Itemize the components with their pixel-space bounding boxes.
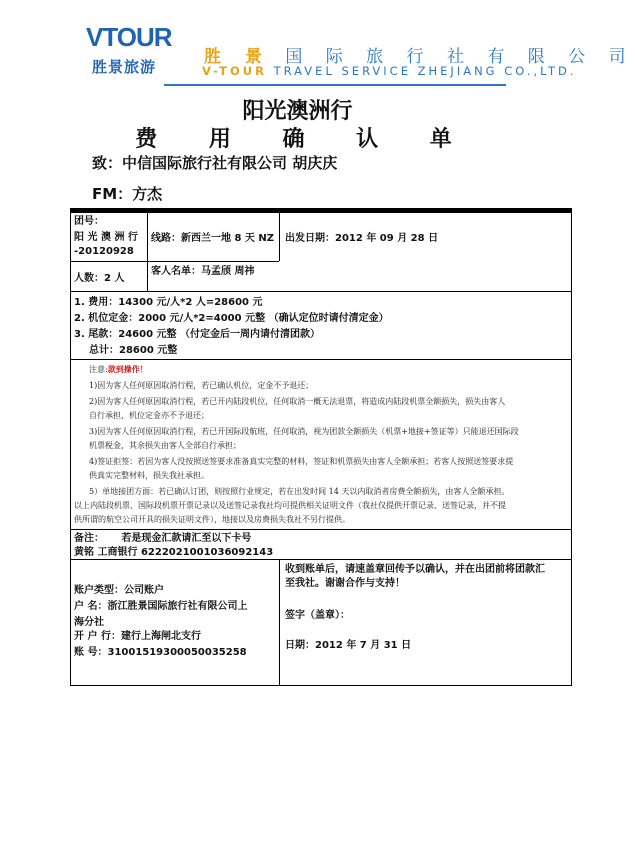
company-brand-cn: 胜 景: [204, 47, 271, 67]
rule-remark: [71, 559, 571, 560]
table-top-border: [71, 209, 571, 213]
note-line: 以上内陆段机票、国际段机票开票记录以及送签记录我社均可提供相关证明文件（我社仅提供开票记录、送签记录，并不提: [74, 501, 506, 510]
logo-cn-text: 胜景旅游: [92, 58, 157, 76]
rule-fees: [71, 359, 571, 360]
rule-col-1: [147, 213, 148, 291]
note-line: 机票税金，其余损失由客人全部自行承担；: [89, 441, 241, 450]
note-line: 2)因为客人任何原因取消行程，若已开内陆段机位，任何取消一概无法退票，将造成内陆段机票全额损失，损失由客人: [89, 397, 506, 406]
company-rest-en: TRAVEL SERVICE ZHEJIANG CO.,LTD.: [273, 64, 577, 78]
rule-group-row: [71, 261, 279, 262]
issue-date: 日期：2012 年 7 月 31 日: [285, 640, 412, 651]
card-line: 黄铭 工商银行 6222021001036092143: [74, 547, 274, 558]
notice-title: 款到操作！: [107, 364, 148, 374]
recipient-line: 致：中信国际旅行社有限公司 胡庆庆: [92, 154, 338, 172]
company-rest-cn: 国 际 旅 行 社 有 限 公 司: [285, 47, 635, 67]
account-name-2: 海分社: [74, 617, 104, 628]
group-label: 团号：: [74, 216, 104, 227]
signature-label: 签字（盖章）：: [285, 610, 350, 621]
document-subtitle: 费 用 确 认 单: [135, 127, 474, 152]
fee-line-2: 2. 机位定金：2000 元/人*2=4000 元整 （确认定位时请付清定金）: [74, 313, 389, 324]
confirm-line-2: 至我社。谢谢合作与支持！: [285, 578, 405, 589]
rule-col-2: [279, 213, 280, 261]
rule-notes: [71, 529, 571, 530]
group-value-2: -20120928: [74, 246, 134, 257]
departure-date: 出发日期：2012 年 09 月 28 日: [285, 233, 439, 244]
note-line: 5）单地接团方面：若已确认订团，则按照行业规定，若在出发时间 14 天以内取消者房费全额损失，由客人全额承担。: [89, 487, 510, 496]
company-brand-en: V-TOUR: [202, 64, 267, 78]
fee-line-1: 1. 费用：14300 元/人*2 人=28600 元: [74, 297, 263, 308]
note-line: 供所谓的航空公司开具的损失证明文件），地接以及房费损失我社不另行提供。: [74, 515, 350, 524]
remark: [74, 532, 251, 545]
note-line: 3)因为客人任何原因取消行程，若已开国际段航班，任何取消，视为团款全额损失（机票+地接+签证等）只能退还国际段: [89, 427, 519, 436]
account-name-1: 户 名：浙江胜景国际旅行社有限公司上: [74, 601, 248, 612]
note-line: 自行承担，机位定金亦不予退还；: [89, 411, 209, 420]
route: 线路：新西兰一地 8 天 NZ: [151, 233, 275, 244]
logo-text: VTOUR: [86, 22, 172, 52]
notice-heading: [89, 362, 148, 377]
headcount: 人数：2 人: [74, 273, 125, 284]
sender-line: FM：方杰: [92, 185, 163, 203]
account-number: 账 号：31001519300050035258: [74, 647, 247, 658]
account-type: 账户类型：公司账户: [74, 585, 164, 596]
guest-list: 客人名单：马孟颀 周祎: [151, 266, 255, 277]
notice-label: 注意:: [89, 365, 108, 374]
note-line: 1)因为客人任何原因取消行程，若已确认机位，定金不予退还；: [89, 381, 314, 390]
note-line: 4)签证拒签：若因为客人没按照送签要求准备真实完整的材料，签证和机票损失由客人全额承担；若客人按照送签要求提: [89, 457, 514, 466]
fee-line-3: 3. 尾款：24600 元整 （付定金后一周内请付清团款）: [74, 329, 320, 340]
company-logo: [86, 20, 196, 80]
rule-headcount-row: [71, 291, 571, 292]
group-value-1: 阳 光 澳 洲 行: [74, 232, 138, 243]
document-title: 阳光澳洲行: [242, 99, 353, 124]
bank-name: 开 户 行：建行上海闸北支行: [74, 631, 201, 642]
confirm-line-1: 收到账单后，请速盖章回传予以确认，并在出团前将团款汇: [285, 564, 545, 575]
company-name-en: [202, 64, 577, 78]
note-line: 供真实完整材料，损失我社承担。: [89, 471, 209, 480]
total: 总计：28600 元整: [89, 345, 178, 356]
confirmation-table: [70, 208, 572, 686]
remark-label: 备注：: [74, 533, 104, 544]
header-divider: [164, 84, 506, 86]
remark-text: 若是现金汇款请汇至以下卡号: [121, 533, 252, 544]
rule-col-bottom: [279, 559, 280, 686]
